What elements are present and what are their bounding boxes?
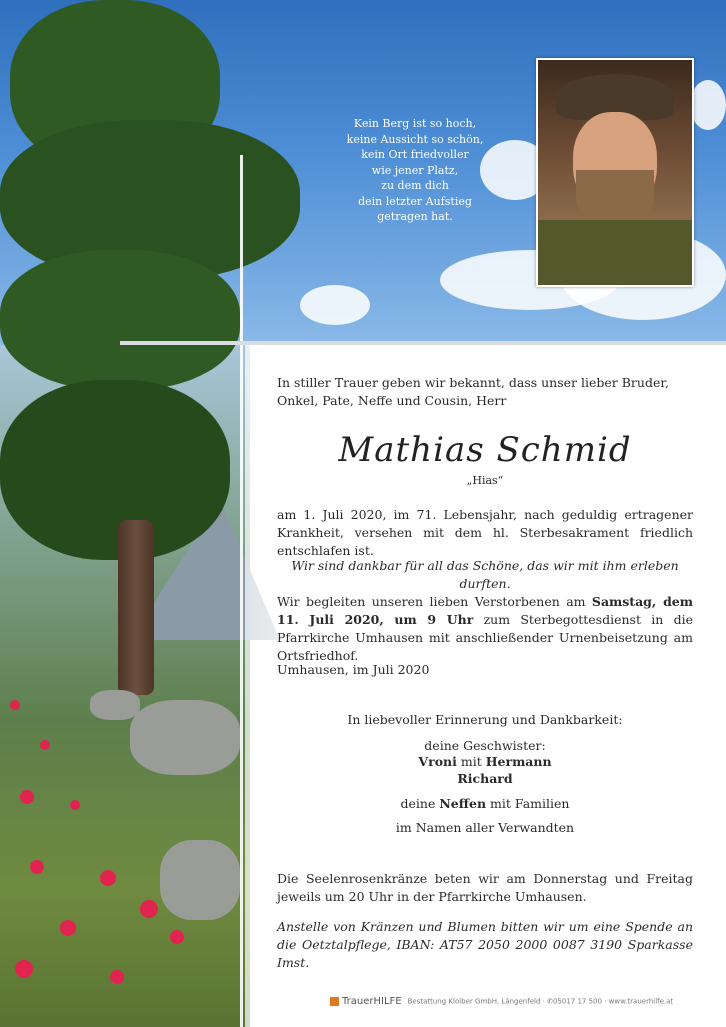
memorial-quote xyxy=(330,116,500,225)
rock xyxy=(160,840,240,920)
nephews-pre: deine xyxy=(400,796,436,811)
quote-line: Kein Berg ist so hoch, xyxy=(353,117,477,130)
quote-line: zu dem dich xyxy=(381,179,449,192)
phone-icon: ✆ xyxy=(547,997,553,1006)
trauerhilfe-logo-icon xyxy=(330,997,339,1006)
jacket-shape xyxy=(538,220,692,287)
pine-tree-canopy xyxy=(0,380,230,560)
rose-flower xyxy=(60,920,76,936)
sibling-name: Richard xyxy=(457,771,513,786)
quote-line: wie jener Platz, xyxy=(371,163,459,177)
quote-line: keine Aussicht so schön, xyxy=(346,132,484,146)
nephews-word: Neffen xyxy=(439,796,487,811)
donation-text: Anstelle von Kränzen und Blumen bitten wir um eine Spende an die Oetztalpflege, IBAN: AT57 2050 2000 0087 3190 Sparkasse Imst. xyxy=(277,919,693,970)
quote-line: dein letzter Aufstieg xyxy=(358,194,472,208)
rose-flower xyxy=(40,740,50,750)
mourners-intro: In liebevoller Erinnerung und Dankbarkeit: xyxy=(347,712,623,727)
siblings-label: deine Geschwister: xyxy=(424,738,546,753)
portrait-photo xyxy=(536,58,694,287)
tree-trunk xyxy=(118,520,154,695)
rose-flower xyxy=(100,870,116,886)
rose-flower xyxy=(140,900,158,918)
rose-flower xyxy=(20,790,34,804)
cross-horizontal-line xyxy=(120,341,726,345)
relatives-line: im Namen aller Verwandten xyxy=(395,820,575,835)
quote-line: kein Ort friedvoller xyxy=(361,148,469,161)
company-name: Bestattung Kloiber GmbH, Längenfeld xyxy=(407,997,541,1006)
beard-shape xyxy=(576,170,654,225)
rose-flower xyxy=(70,800,80,810)
pine-tree-canopy xyxy=(0,250,240,390)
sibling-partner-name: Hermann xyxy=(485,754,552,769)
cloud xyxy=(300,285,370,325)
quote-line: getragen hat. xyxy=(377,210,453,223)
rose-flower xyxy=(170,930,184,944)
deceased-name: Mathias Schmid xyxy=(338,430,632,470)
cross-vertical-line xyxy=(240,155,243,1027)
rock xyxy=(130,700,240,775)
death-notice-text: am 1. Juli 2020, im 71. Lebensjahr, nach geduldig ertragener Krankheit, versehen mit dem hl. Sterbesakrament friedlich entschlafen ist. xyxy=(277,507,693,558)
website-link[interactable]: www.trauerhilfe.at xyxy=(608,997,674,1006)
rosary-text: Die Seelenrosenkränze beten wir am Donnerstag und Freitag jeweils um 20 Uhr in der Pfarrkirche Umhausen. xyxy=(277,871,693,904)
funeral-date: Samstag, dem 11. Juli 2020, um 9 Uhr xyxy=(277,594,693,627)
funeral-text-part1: Wir begleiten unseren lieben Verstorbenen am xyxy=(277,594,592,609)
cloud xyxy=(690,80,726,130)
rose-flower xyxy=(10,700,20,710)
sibling-line-1 xyxy=(277,753,693,771)
place-date: Umhausen, im Juli 2020 xyxy=(277,662,430,677)
with-word: mit xyxy=(460,754,482,769)
funeral-text xyxy=(277,593,693,665)
footer: TrauerHILFE Bestattung Kloiber GmbH, Längenfeld · ✆05017 17 500 · www.trauerhilfe.at xyxy=(330,996,690,1007)
phone-number: 05017 17 500 xyxy=(552,997,602,1006)
sibling-name: Vroni xyxy=(418,754,457,769)
nephews-line xyxy=(277,795,693,813)
motto-text: Wir sind dankbar für all das Schöne, das wir mit ihm erleben durften. xyxy=(291,558,679,591)
rock xyxy=(90,690,140,720)
nephews-post: mit Familien xyxy=(490,796,570,811)
rose-flower xyxy=(30,860,44,874)
sibling-line-2 xyxy=(277,770,693,788)
brand-name: TrauerHILFE xyxy=(342,996,402,1007)
funeral-text-part2: zum Sterbegottesdienst in die Pfarrkirche Umhausen mit anschließender Urnenbeisetzung am Ortsfriedhof. xyxy=(277,612,693,663)
rose-flower xyxy=(15,960,33,978)
rose-flower xyxy=(110,970,124,984)
deceased-nickname: „Hias“ xyxy=(466,474,504,487)
announcement-text: In stiller Trauer geben wir bekannt, dass unser lieber Bruder, Onkel, Pate, Neffe und Cousin, Herr xyxy=(277,375,669,408)
